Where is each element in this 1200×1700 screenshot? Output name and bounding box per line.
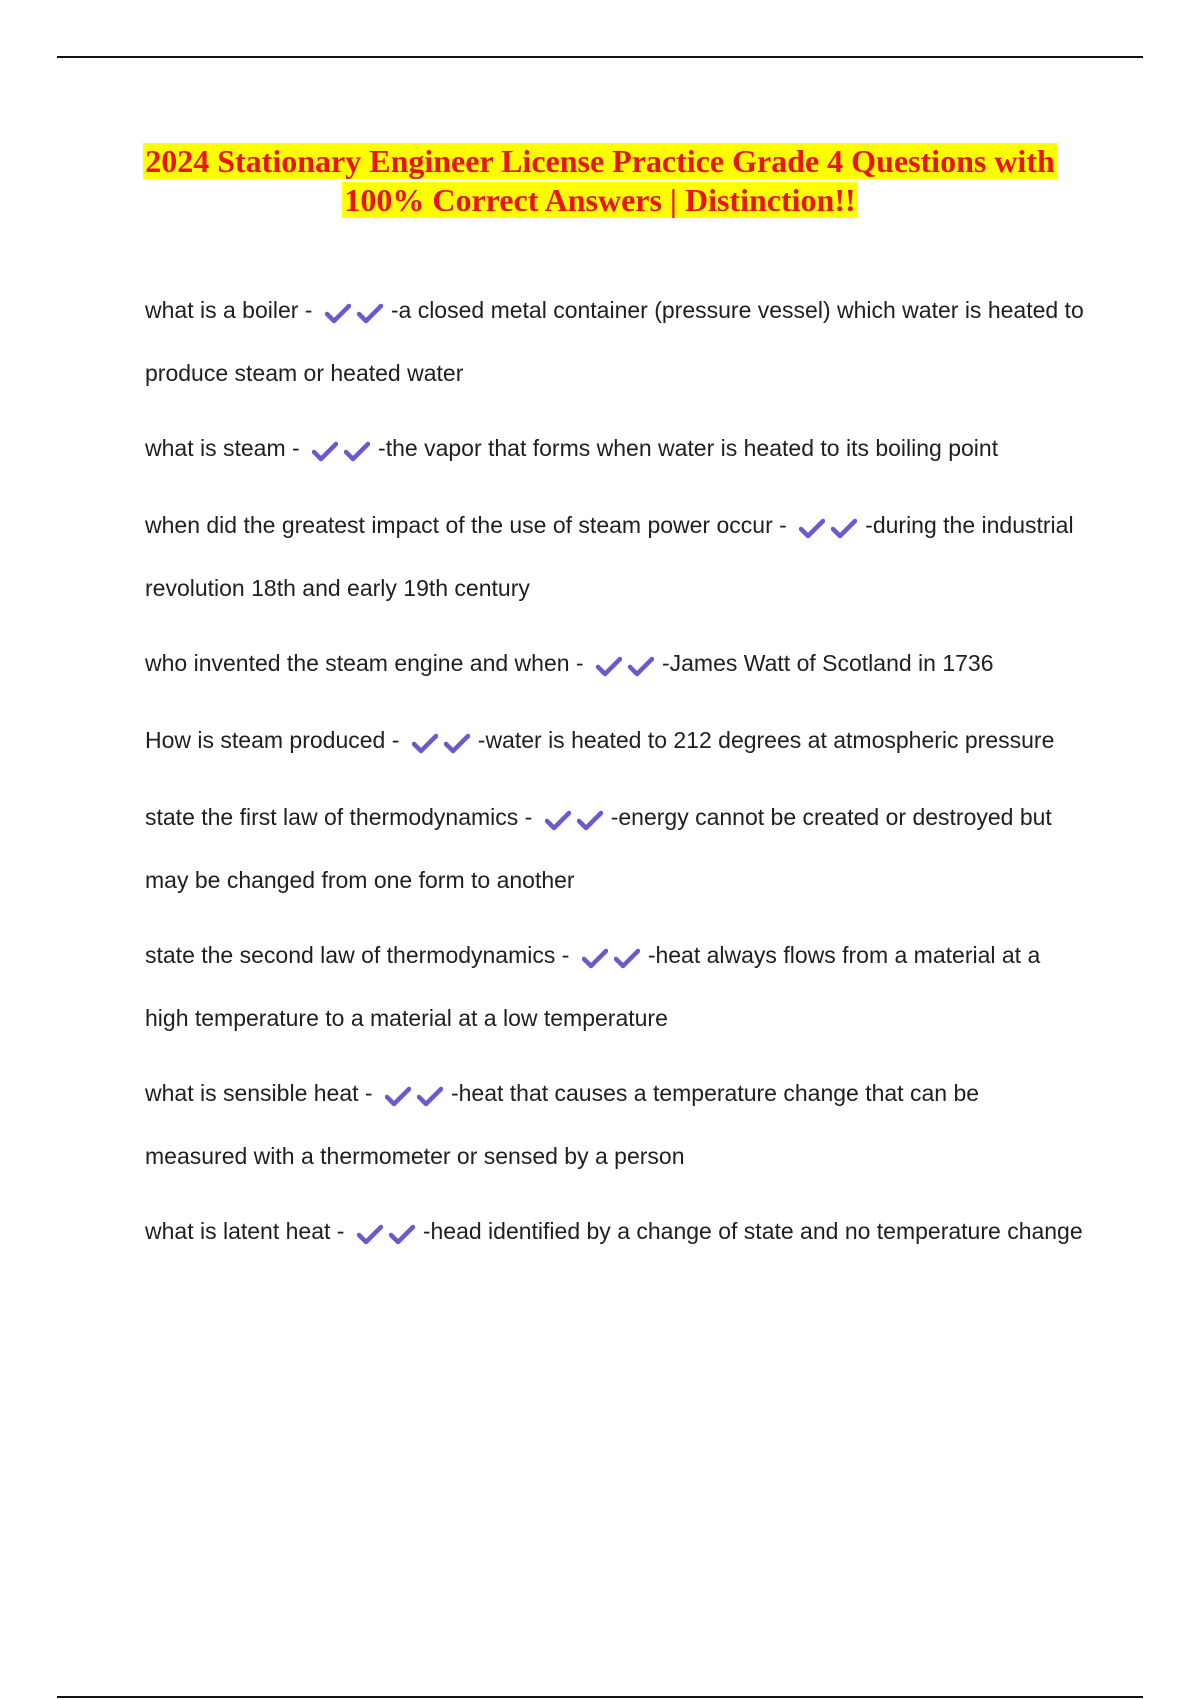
answer-text: -water is heated to 212 degrees at atmospheric pressure — [477, 727, 1055, 753]
document-title — [100, 142, 1100, 220]
qa-item — [145, 1201, 1085, 1264]
question-text: How is steam produced - — [145, 727, 406, 753]
answer-text: -James Watt of Scotland in 1736 — [661, 650, 994, 676]
qa-item — [145, 710, 1085, 773]
answer-text: -a closed metal container (pressure vessel) which water is heated to produce steam or heated water — [145, 297, 1084, 386]
check-icon — [312, 441, 338, 463]
question-answer-list — [145, 280, 1085, 1278]
question-text: state the second law of thermodynamics - — [145, 942, 576, 968]
check-icon — [357, 303, 383, 325]
check-icon — [385, 1086, 411, 1108]
question-text: what is a boiler - — [145, 297, 319, 323]
qa-item — [145, 418, 1085, 481]
answer-text: -heat that causes a temperature change that can be measured with a thermometer or sensed by a person — [145, 1080, 980, 1169]
qa-item — [145, 925, 1085, 1049]
answer-text: -the vapor that forms when water is heated to its boiling point — [378, 435, 999, 461]
check-icon — [325, 303, 351, 325]
check-pair — [545, 789, 609, 850]
check-pair — [596, 635, 660, 696]
check-pair — [582, 927, 646, 988]
check-icon — [799, 518, 825, 540]
check-icon — [582, 948, 608, 970]
qa-item — [145, 280, 1085, 404]
qa-item — [145, 1063, 1085, 1187]
check-icon — [417, 1086, 443, 1108]
check-pair — [325, 282, 389, 343]
question-text: what is sensible heat - — [145, 1080, 379, 1106]
answer-text: -heat always flows from a material at a high temperature to a material at a low temperature — [145, 942, 1041, 1031]
qa-item — [145, 787, 1085, 911]
check-icon — [628, 656, 654, 678]
question-text: who invented the steam engine and when - — [145, 650, 590, 676]
question-text: state the first law of thermodynamics - — [145, 804, 539, 830]
check-icon — [614, 948, 640, 970]
check-pair — [312, 420, 376, 481]
check-pair — [357, 1203, 421, 1264]
bottom-rule — [57, 1696, 1143, 1698]
check-icon — [577, 810, 603, 832]
check-pair — [385, 1065, 449, 1126]
check-icon — [444, 733, 470, 755]
check-pair — [799, 497, 863, 558]
question-text: what is latent heat - — [145, 1218, 351, 1244]
question-text: when did the greatest impact of the use of steam power occur - — [145, 512, 794, 538]
top-rule — [57, 56, 1143, 58]
check-icon — [344, 441, 370, 463]
check-icon — [545, 810, 571, 832]
check-icon — [596, 656, 622, 678]
check-icon — [357, 1224, 383, 1246]
answer-text: -during the industrial revolution 18th and early 19th century — [145, 512, 1074, 601]
check-icon — [412, 733, 438, 755]
check-icon — [389, 1224, 415, 1246]
title-line-1: 2024 Stationary Engineer License Practice Grade 4 Questions with — [145, 143, 1055, 179]
qa-item — [145, 633, 1085, 696]
qa-item — [145, 495, 1085, 619]
title-line-2: 100% Correct Answers | Distinction!! — [344, 182, 856, 218]
check-icon — [831, 518, 857, 540]
answer-text: -head identified by a change of state and no temperature change — [422, 1218, 1083, 1244]
answer-text: -energy cannot be created or destroyed but may be changed from one form to another — [145, 804, 1052, 893]
check-pair — [412, 712, 476, 773]
question-text: what is steam - — [145, 435, 307, 461]
